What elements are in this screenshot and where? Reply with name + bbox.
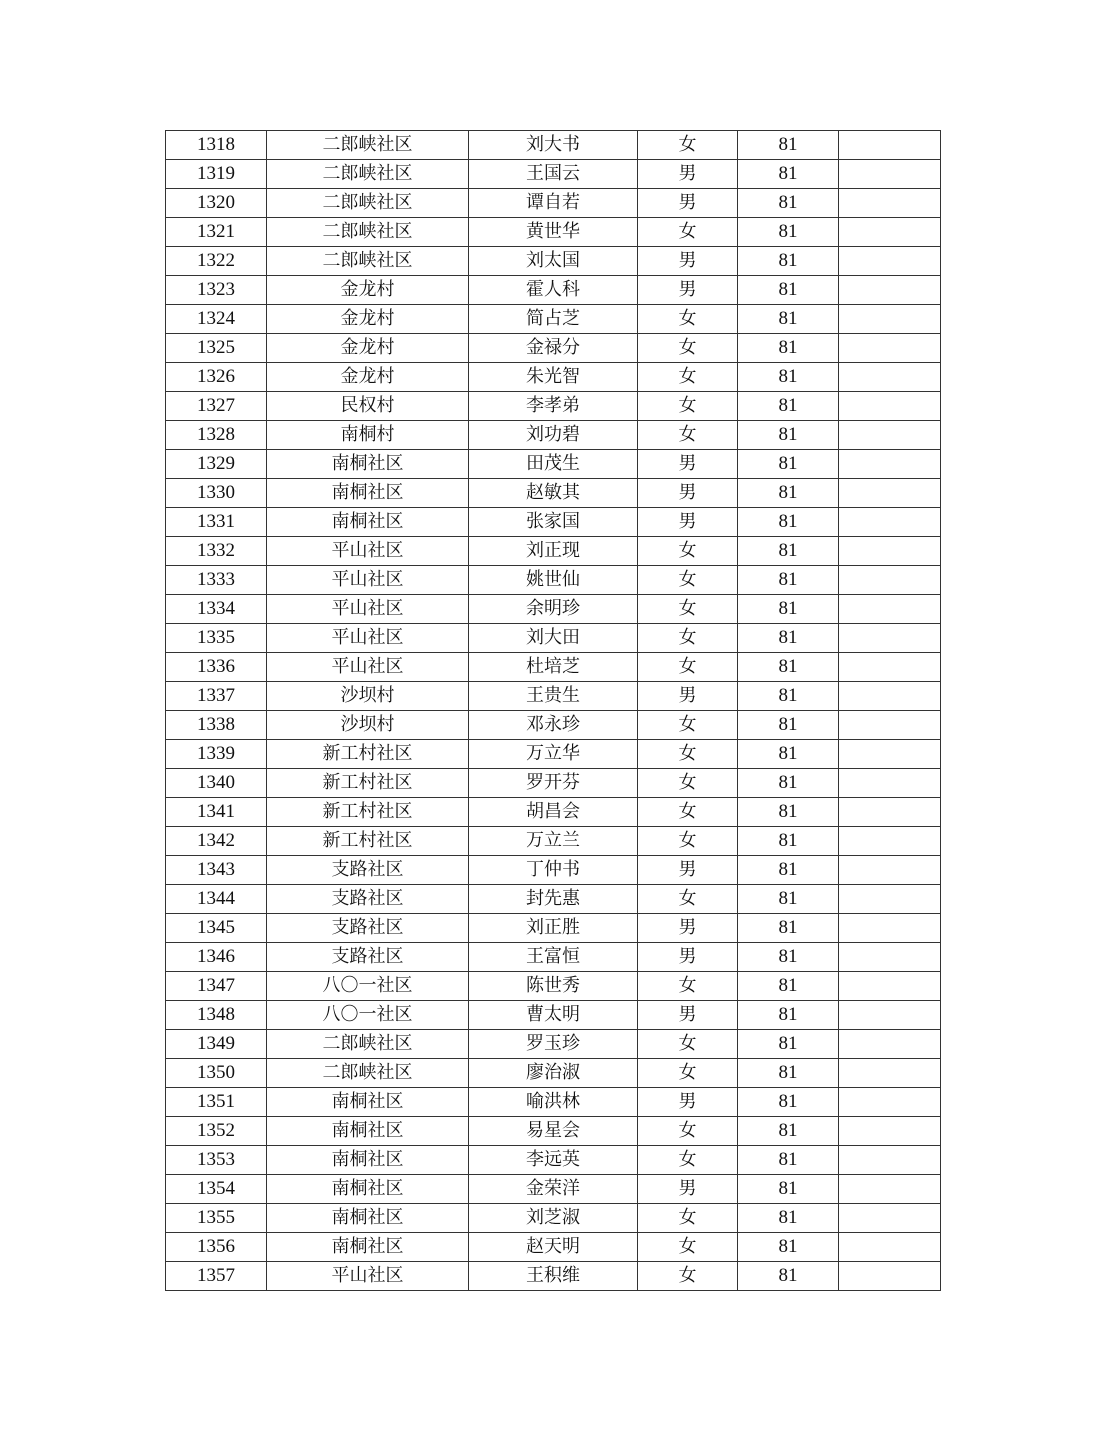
remark-cell <box>839 1204 941 1233</box>
name-cell: 邓永珍 <box>469 711 638 740</box>
gender-cell: 女 <box>638 392 738 421</box>
age-cell: 81 <box>738 363 839 392</box>
serial-number-cell: 1330 <box>166 479 267 508</box>
table-row <box>166 1233 941 1262</box>
age-cell: 81 <box>738 914 839 943</box>
name-cell: 王积维 <box>469 1262 638 1291</box>
name-cell: 陈世秀 <box>469 972 638 1001</box>
gender-cell: 男 <box>638 508 738 537</box>
name-cell: 李远英 <box>469 1146 638 1175</box>
community-cell: 金龙村 <box>267 305 469 334</box>
serial-number-cell: 1347 <box>166 972 267 1001</box>
gender-cell: 女 <box>638 740 738 769</box>
age-cell: 81 <box>738 943 839 972</box>
table-row <box>166 218 941 247</box>
remark-cell <box>839 508 941 537</box>
age-cell: 81 <box>738 160 839 189</box>
remark-cell <box>839 653 941 682</box>
community-cell: 二郎峡社区 <box>267 218 469 247</box>
remark-cell <box>839 1262 941 1291</box>
age-cell: 81 <box>738 1088 839 1117</box>
remark-cell <box>839 1059 941 1088</box>
community-cell: 二郎峡社区 <box>267 1059 469 1088</box>
remark-cell <box>839 1030 941 1059</box>
table-row <box>166 653 941 682</box>
name-cell: 喻洪林 <box>469 1088 638 1117</box>
serial-number-cell: 1349 <box>166 1030 267 1059</box>
age-cell: 81 <box>738 1059 839 1088</box>
community-cell: 沙坝村 <box>267 682 469 711</box>
gender-cell: 男 <box>638 1175 738 1204</box>
age-cell: 81 <box>738 1204 839 1233</box>
serial-number-cell: 1343 <box>166 856 267 885</box>
serial-number-cell: 1332 <box>166 537 267 566</box>
name-cell: 赵天明 <box>469 1233 638 1262</box>
name-cell: 丁仲书 <box>469 856 638 885</box>
serial-number-cell: 1335 <box>166 624 267 653</box>
remark-cell <box>839 711 941 740</box>
gender-cell: 女 <box>638 334 738 363</box>
gender-cell: 男 <box>638 160 738 189</box>
name-cell: 刘大书 <box>469 131 638 160</box>
remark-cell <box>839 160 941 189</box>
serial-number-cell: 1351 <box>166 1088 267 1117</box>
community-cell: 南桐社区 <box>267 1204 469 1233</box>
gender-cell: 女 <box>638 421 738 450</box>
remark-cell <box>839 1117 941 1146</box>
age-cell: 81 <box>738 972 839 1001</box>
name-cell: 刘大田 <box>469 624 638 653</box>
table-row <box>166 189 941 218</box>
age-cell: 81 <box>738 218 839 247</box>
serial-number-cell: 1319 <box>166 160 267 189</box>
table-row <box>166 334 941 363</box>
name-cell: 胡昌会 <box>469 798 638 827</box>
community-cell: 新工村社区 <box>267 798 469 827</box>
serial-number-cell: 1327 <box>166 392 267 421</box>
gender-cell: 女 <box>638 624 738 653</box>
age-cell: 81 <box>738 885 839 914</box>
gender-cell: 男 <box>638 1001 738 1030</box>
community-cell: 八〇一社区 <box>267 1001 469 1030</box>
age-cell: 81 <box>738 1146 839 1175</box>
community-cell: 民权村 <box>267 392 469 421</box>
table-row <box>166 1204 941 1233</box>
remark-cell <box>839 740 941 769</box>
community-cell: 平山社区 <box>267 537 469 566</box>
name-cell: 霍人科 <box>469 276 638 305</box>
table-row <box>166 1146 941 1175</box>
serial-number-cell: 1345 <box>166 914 267 943</box>
community-cell: 南桐社区 <box>267 1233 469 1262</box>
name-cell: 罗玉珍 <box>469 1030 638 1059</box>
table-row <box>166 885 941 914</box>
community-cell: 八〇一社区 <box>267 972 469 1001</box>
remark-cell <box>839 972 941 1001</box>
name-cell: 罗开芬 <box>469 769 638 798</box>
age-cell: 81 <box>738 1233 839 1262</box>
gender-cell: 女 <box>638 1059 738 1088</box>
age-cell: 81 <box>738 653 839 682</box>
name-cell: 封先惠 <box>469 885 638 914</box>
name-cell: 刘功碧 <box>469 421 638 450</box>
table-row <box>166 1059 941 1088</box>
serial-number-cell: 1350 <box>166 1059 267 1088</box>
age-cell: 81 <box>738 856 839 885</box>
name-cell: 张家国 <box>469 508 638 537</box>
community-cell: 二郎峡社区 <box>267 189 469 218</box>
remark-cell <box>839 1146 941 1175</box>
gender-cell: 女 <box>638 566 738 595</box>
community-cell: 平山社区 <box>267 566 469 595</box>
age-cell: 81 <box>738 1117 839 1146</box>
age-cell: 81 <box>738 1262 839 1291</box>
table-row <box>166 1117 941 1146</box>
community-cell: 金龙村 <box>267 276 469 305</box>
table-row <box>166 943 941 972</box>
name-cell: 谭自若 <box>469 189 638 218</box>
serial-number-cell: 1331 <box>166 508 267 537</box>
age-cell: 81 <box>738 450 839 479</box>
remark-cell <box>839 769 941 798</box>
gender-cell: 女 <box>638 885 738 914</box>
table-row <box>166 305 941 334</box>
name-cell: 刘正现 <box>469 537 638 566</box>
gender-cell: 女 <box>638 798 738 827</box>
gender-cell: 女 <box>638 595 738 624</box>
roster-table <box>165 130 941 1291</box>
gender-cell: 女 <box>638 1117 738 1146</box>
serial-number-cell: 1337 <box>166 682 267 711</box>
remark-cell <box>839 1088 941 1117</box>
name-cell: 余明珍 <box>469 595 638 624</box>
table-row <box>166 972 941 1001</box>
remark-cell <box>839 566 941 595</box>
gender-cell: 女 <box>638 131 738 160</box>
community-cell: 支路社区 <box>267 856 469 885</box>
serial-number-cell: 1346 <box>166 943 267 972</box>
table-row <box>166 769 941 798</box>
gender-cell: 男 <box>638 247 738 276</box>
remark-cell <box>839 682 941 711</box>
remark-cell <box>839 421 941 450</box>
community-cell: 支路社区 <box>267 885 469 914</box>
remark-cell <box>839 914 941 943</box>
gender-cell: 男 <box>638 856 738 885</box>
gender-cell: 女 <box>638 972 738 1001</box>
remark-cell <box>839 189 941 218</box>
name-cell: 万立兰 <box>469 827 638 856</box>
community-cell: 金龙村 <box>267 363 469 392</box>
community-cell: 平山社区 <box>267 624 469 653</box>
age-cell: 81 <box>738 247 839 276</box>
gender-cell: 女 <box>638 1146 738 1175</box>
serial-number-cell: 1355 <box>166 1204 267 1233</box>
age-cell: 81 <box>738 740 839 769</box>
remark-cell <box>839 131 941 160</box>
name-cell: 赵敏其 <box>469 479 638 508</box>
table-row <box>166 247 941 276</box>
remark-cell <box>839 334 941 363</box>
age-cell: 81 <box>738 595 839 624</box>
table-row <box>166 566 941 595</box>
gender-cell: 男 <box>638 1088 738 1117</box>
age-cell: 81 <box>738 1175 839 1204</box>
remark-cell <box>839 885 941 914</box>
gender-cell: 女 <box>638 827 738 856</box>
gender-cell: 男 <box>638 189 738 218</box>
table-row <box>166 1088 941 1117</box>
remark-cell <box>839 537 941 566</box>
serial-number-cell: 1344 <box>166 885 267 914</box>
remark-cell <box>839 1175 941 1204</box>
serial-number-cell: 1321 <box>166 218 267 247</box>
table-row <box>166 1030 941 1059</box>
age-cell: 81 <box>738 537 839 566</box>
community-cell: 平山社区 <box>267 595 469 624</box>
gender-cell: 女 <box>638 1030 738 1059</box>
serial-number-cell: 1352 <box>166 1117 267 1146</box>
name-cell: 万立华 <box>469 740 638 769</box>
community-cell: 南桐社区 <box>267 508 469 537</box>
table-row <box>166 827 941 856</box>
serial-number-cell: 1329 <box>166 450 267 479</box>
table-row <box>166 160 941 189</box>
community-cell: 南桐社区 <box>267 450 469 479</box>
community-cell: 南桐社区 <box>267 1146 469 1175</box>
gender-cell: 女 <box>638 218 738 247</box>
table-row <box>166 421 941 450</box>
age-cell: 81 <box>738 421 839 450</box>
table-row <box>166 392 941 421</box>
table-row <box>166 363 941 392</box>
gender-cell: 女 <box>638 363 738 392</box>
serial-number-cell: 1348 <box>166 1001 267 1030</box>
remark-cell <box>839 595 941 624</box>
table-row <box>166 131 941 160</box>
name-cell: 黄世华 <box>469 218 638 247</box>
age-cell: 81 <box>738 566 839 595</box>
serial-number-cell: 1322 <box>166 247 267 276</box>
community-cell: 支路社区 <box>267 943 469 972</box>
name-cell: 刘芝淑 <box>469 1204 638 1233</box>
remark-cell <box>839 363 941 392</box>
serial-number-cell: 1326 <box>166 363 267 392</box>
remark-cell <box>839 450 941 479</box>
gender-cell: 女 <box>638 537 738 566</box>
serial-number-cell: 1318 <box>166 131 267 160</box>
remark-cell <box>839 479 941 508</box>
age-cell: 81 <box>738 392 839 421</box>
gender-cell: 男 <box>638 943 738 972</box>
roster-table-body <box>166 131 941 1291</box>
serial-number-cell: 1354 <box>166 1175 267 1204</box>
community-cell: 二郎峡社区 <box>267 247 469 276</box>
community-cell: 新工村社区 <box>267 827 469 856</box>
remark-cell <box>839 247 941 276</box>
name-cell: 王国云 <box>469 160 638 189</box>
table-row <box>166 798 941 827</box>
gender-cell: 女 <box>638 653 738 682</box>
serial-number-cell: 1338 <box>166 711 267 740</box>
name-cell: 王富恒 <box>469 943 638 972</box>
table-row <box>166 479 941 508</box>
remark-cell <box>839 798 941 827</box>
table-row <box>166 682 941 711</box>
remark-cell <box>839 218 941 247</box>
serial-number-cell: 1356 <box>166 1233 267 1262</box>
name-cell: 易星会 <box>469 1117 638 1146</box>
age-cell: 81 <box>738 131 839 160</box>
table-row <box>166 711 941 740</box>
table-row <box>166 624 941 653</box>
gender-cell: 男 <box>638 914 738 943</box>
community-cell: 沙坝村 <box>267 711 469 740</box>
community-cell: 南桐社区 <box>267 1088 469 1117</box>
gender-cell: 女 <box>638 1204 738 1233</box>
community-cell: 新工村社区 <box>267 769 469 798</box>
name-cell: 王贵生 <box>469 682 638 711</box>
serial-number-cell: 1328 <box>166 421 267 450</box>
table-row <box>166 1262 941 1291</box>
age-cell: 81 <box>738 682 839 711</box>
serial-number-cell: 1325 <box>166 334 267 363</box>
remark-cell <box>839 1233 941 1262</box>
age-cell: 81 <box>738 769 839 798</box>
community-cell: 二郎峡社区 <box>267 131 469 160</box>
community-cell: 新工村社区 <box>267 740 469 769</box>
remark-cell <box>839 856 941 885</box>
age-cell: 81 <box>738 189 839 218</box>
table-row <box>166 595 941 624</box>
serial-number-cell: 1334 <box>166 595 267 624</box>
name-cell: 刘正胜 <box>469 914 638 943</box>
gender-cell: 男 <box>638 682 738 711</box>
serial-number-cell: 1353 <box>166 1146 267 1175</box>
community-cell: 南桐社区 <box>267 479 469 508</box>
name-cell: 田茂生 <box>469 450 638 479</box>
table-row <box>166 914 941 943</box>
community-cell: 平山社区 <box>267 1262 469 1291</box>
age-cell: 81 <box>738 624 839 653</box>
serial-number-cell: 1324 <box>166 305 267 334</box>
remark-cell <box>839 827 941 856</box>
name-cell: 金荣洋 <box>469 1175 638 1204</box>
gender-cell: 女 <box>638 769 738 798</box>
community-cell: 金龙村 <box>267 334 469 363</box>
table-row <box>166 740 941 769</box>
remark-cell <box>839 276 941 305</box>
table-row <box>166 856 941 885</box>
name-cell: 简占芝 <box>469 305 638 334</box>
community-cell: 平山社区 <box>267 653 469 682</box>
community-cell: 二郎峡社区 <box>267 160 469 189</box>
age-cell: 81 <box>738 798 839 827</box>
age-cell: 81 <box>738 1001 839 1030</box>
remark-cell <box>839 1001 941 1030</box>
serial-number-cell: 1340 <box>166 769 267 798</box>
gender-cell: 女 <box>638 305 738 334</box>
serial-number-cell: 1342 <box>166 827 267 856</box>
table-row <box>166 1001 941 1030</box>
table-row <box>166 450 941 479</box>
table-row <box>166 508 941 537</box>
community-cell: 南桐村 <box>267 421 469 450</box>
name-cell: 金禄分 <box>469 334 638 363</box>
gender-cell: 女 <box>638 1262 738 1291</box>
table-row <box>166 1175 941 1204</box>
age-cell: 81 <box>738 334 839 363</box>
age-cell: 81 <box>738 1030 839 1059</box>
serial-number-cell: 1323 <box>166 276 267 305</box>
serial-number-cell: 1341 <box>166 798 267 827</box>
gender-cell: 女 <box>638 1233 738 1262</box>
gender-cell: 男 <box>638 276 738 305</box>
gender-cell: 女 <box>638 711 738 740</box>
name-cell: 朱光智 <box>469 363 638 392</box>
age-cell: 81 <box>738 479 839 508</box>
remark-cell <box>839 943 941 972</box>
age-cell: 81 <box>738 305 839 334</box>
table-row <box>166 537 941 566</box>
age-cell: 81 <box>738 508 839 537</box>
name-cell: 廖治淑 <box>469 1059 638 1088</box>
community-cell: 支路社区 <box>267 914 469 943</box>
remark-cell <box>839 624 941 653</box>
serial-number-cell: 1357 <box>166 1262 267 1291</box>
community-cell: 二郎峡社区 <box>267 1030 469 1059</box>
name-cell: 曹太明 <box>469 1001 638 1030</box>
remark-cell <box>839 305 941 334</box>
gender-cell: 男 <box>638 479 738 508</box>
serial-number-cell: 1333 <box>166 566 267 595</box>
gender-cell: 男 <box>638 450 738 479</box>
name-cell: 姚世仙 <box>469 566 638 595</box>
age-cell: 81 <box>738 711 839 740</box>
community-cell: 南桐社区 <box>267 1175 469 1204</box>
community-cell: 南桐社区 <box>267 1117 469 1146</box>
age-cell: 81 <box>738 827 839 856</box>
age-cell: 81 <box>738 276 839 305</box>
table-row <box>166 276 941 305</box>
serial-number-cell: 1320 <box>166 189 267 218</box>
name-cell: 李孝弟 <box>469 392 638 421</box>
serial-number-cell: 1339 <box>166 740 267 769</box>
serial-number-cell: 1336 <box>166 653 267 682</box>
name-cell: 刘太国 <box>469 247 638 276</box>
remark-cell <box>839 392 941 421</box>
name-cell: 杜培芝 <box>469 653 638 682</box>
